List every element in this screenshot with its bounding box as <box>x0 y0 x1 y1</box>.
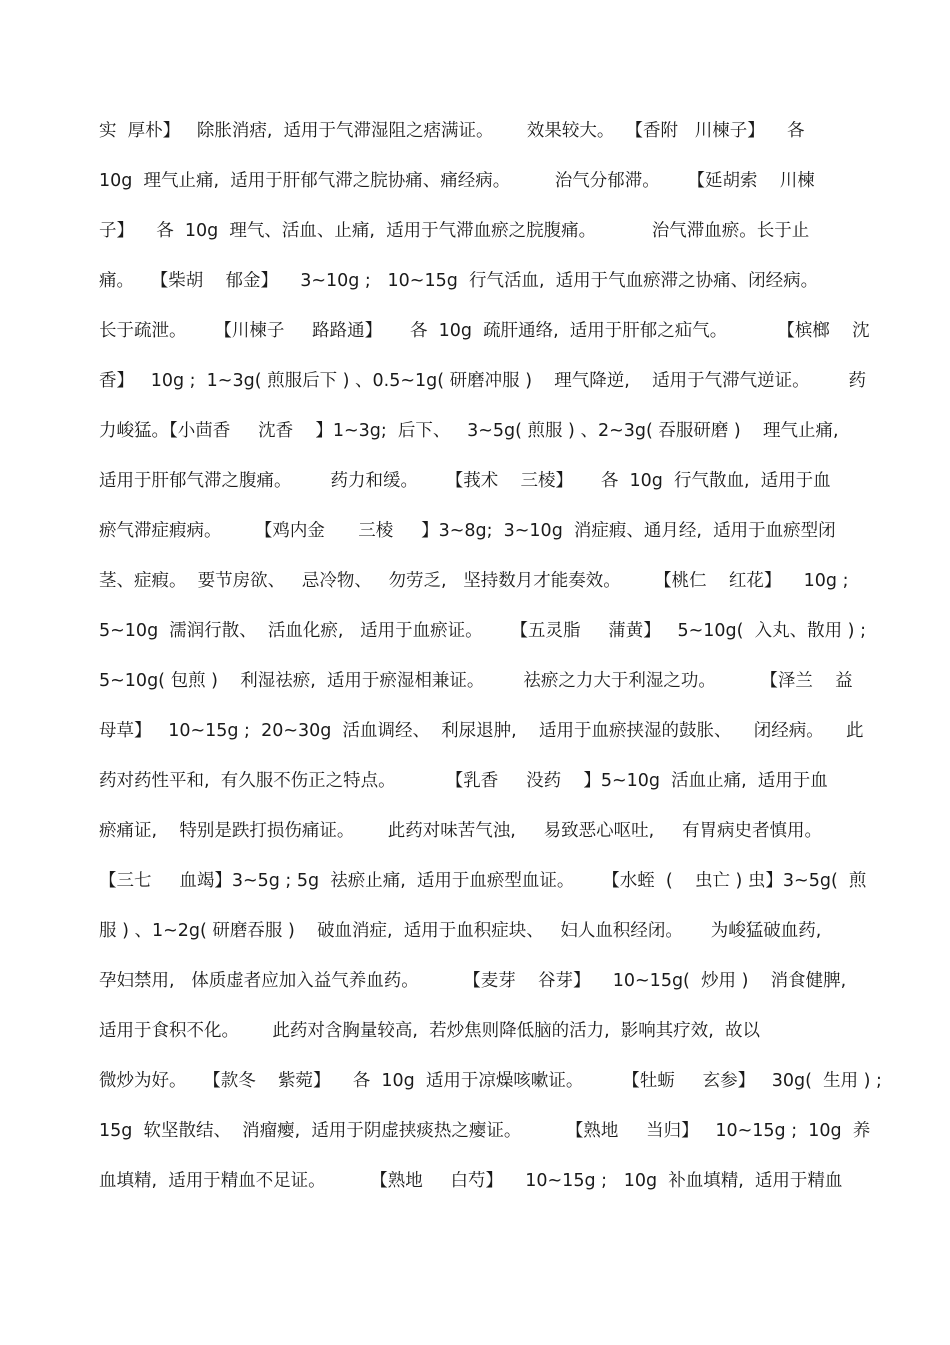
text-line: 母草】 10~15g ; 20~30g 活血调经、 利尿退肿, 适用于血瘀挟湿的鼓胀、 闭经病。 此 <box>99 721 864 741</box>
text-line: 10g 理气止痛, 适用于肝郁气滞之脘协痛、痛经病。 治气分郁滞。 【延胡索 川楝 <box>99 171 815 191</box>
text-line: 【三七 血竭】3~5g ; 5g 祛瘀止痛, 适用于血瘀型血证。 【水蛭 ( 虫亡 ) 虫】3~5g( 煎 <box>99 871 867 891</box>
text-line: 长于疏泄。 【川楝子 路路通】 各 10g 疏肝通络, 适用于肝郁之疝气。 【槟榔 沈 <box>99 321 870 341</box>
text-line: 力峻猛。【小茴香 沈香 】1~3g; 后下、 3~5g( 煎服 ) 、2~3g( 吞服研磨 ) 理气止痛, <box>99 421 839 441</box>
text-line: 微炒为好。 【款冬 紫菀】 各 10g 适用于凉燥咳嗽证。 【牡蛎 玄参】 30g( 生用 ) ; <box>99 1071 882 1091</box>
text-line: 瘀气滞症瘕病。 【鸡内金 三棱 】3~8g; 3~10g 消症瘕、通月经, 适用于血瘀型闭 <box>99 521 836 541</box>
text-line: 茎、症瘕。 要节房欲、 忌冷物、 勿劳乏, 坚持数月才能奏效。 【桃仁 红花】 10g ; <box>99 571 849 591</box>
text-line: 血填精, 适用于精血不足证。 【熟地 白芍】 10~15g ; 10g 补血填精, 适用于精血 <box>99 1171 843 1191</box>
text-line: 15g 软坚散结、 消瘤瘿, 适用于阴虚挟痰热之瘿证。 【熟地 当归】 10~15g ; 10g 养 <box>99 1121 871 1141</box>
text-line: 药对药性平和, 有久服不伤正之特点。 【乳香 没药 】5~10g 活血止痛, 适用于血 <box>99 771 828 791</box>
body-text <box>99 113 882 1213</box>
text-line: 香】 10g ; 1~3g( 煎服后下 ) 、0.5~1g( 研磨冲服 ) 理气降逆, 适用于气滞气逆证。 药 <box>99 371 867 391</box>
text-line: 孕妇禁用, 体质虚者应加入益气养血药。 【麦芽 谷芽】 10~15g( 炒用 ) 消食健脾, <box>99 971 847 991</box>
text-line: 5~10g( 包煎 ) 利湿祛瘀, 适用于瘀湿相兼证。 祛瘀之力大于利湿之功。 【泽兰 益 <box>99 671 853 691</box>
text-line: 瘀痛证, 特别是跌打损伤痛证。 此药对味苦气浊, 易致恶心呕吐, 有胃病史者慎用。 <box>99 821 822 841</box>
text-line: 痛。 【柴胡 郁金】 3~10g ; 10~15g 行气活血, 适用于气血瘀滞之协痛、闭经病。 <box>99 271 819 291</box>
text-line: 服 ) 、1~2g( 研磨吞服 ) 破血消症, 适用于血积症块、 妇人血积经闭。 为峻猛破血药, <box>99 921 822 941</box>
text-line: 适用于肝郁气滞之腹痛。 药力和缓。 【莪术 三棱】 各 10g 行气散血, 适用于血 <box>99 471 831 491</box>
text-line: 5~10g 濡润行散、 活血化瘀, 适用于血瘀证。 【五灵脂 蒲黄】 5~10g( 入丸、散用 ) ; <box>99 621 866 641</box>
text-line: 适用于食积不化。 此药对含胸量较高, 若炒焦则降低脑的活力, 影响其疗效, 故以 <box>99 1021 760 1041</box>
text-line: 子】 各 10g 理气、活血、止痛, 适用于气滞血瘀之脘腹痛。 治气滞血瘀。长于止 <box>99 221 810 241</box>
text-line: 实 厚朴】 除胀消痞, 适用于气滞湿阻之痞满证。 效果较大。 【香附 川楝子】 各 <box>99 121 805 141</box>
